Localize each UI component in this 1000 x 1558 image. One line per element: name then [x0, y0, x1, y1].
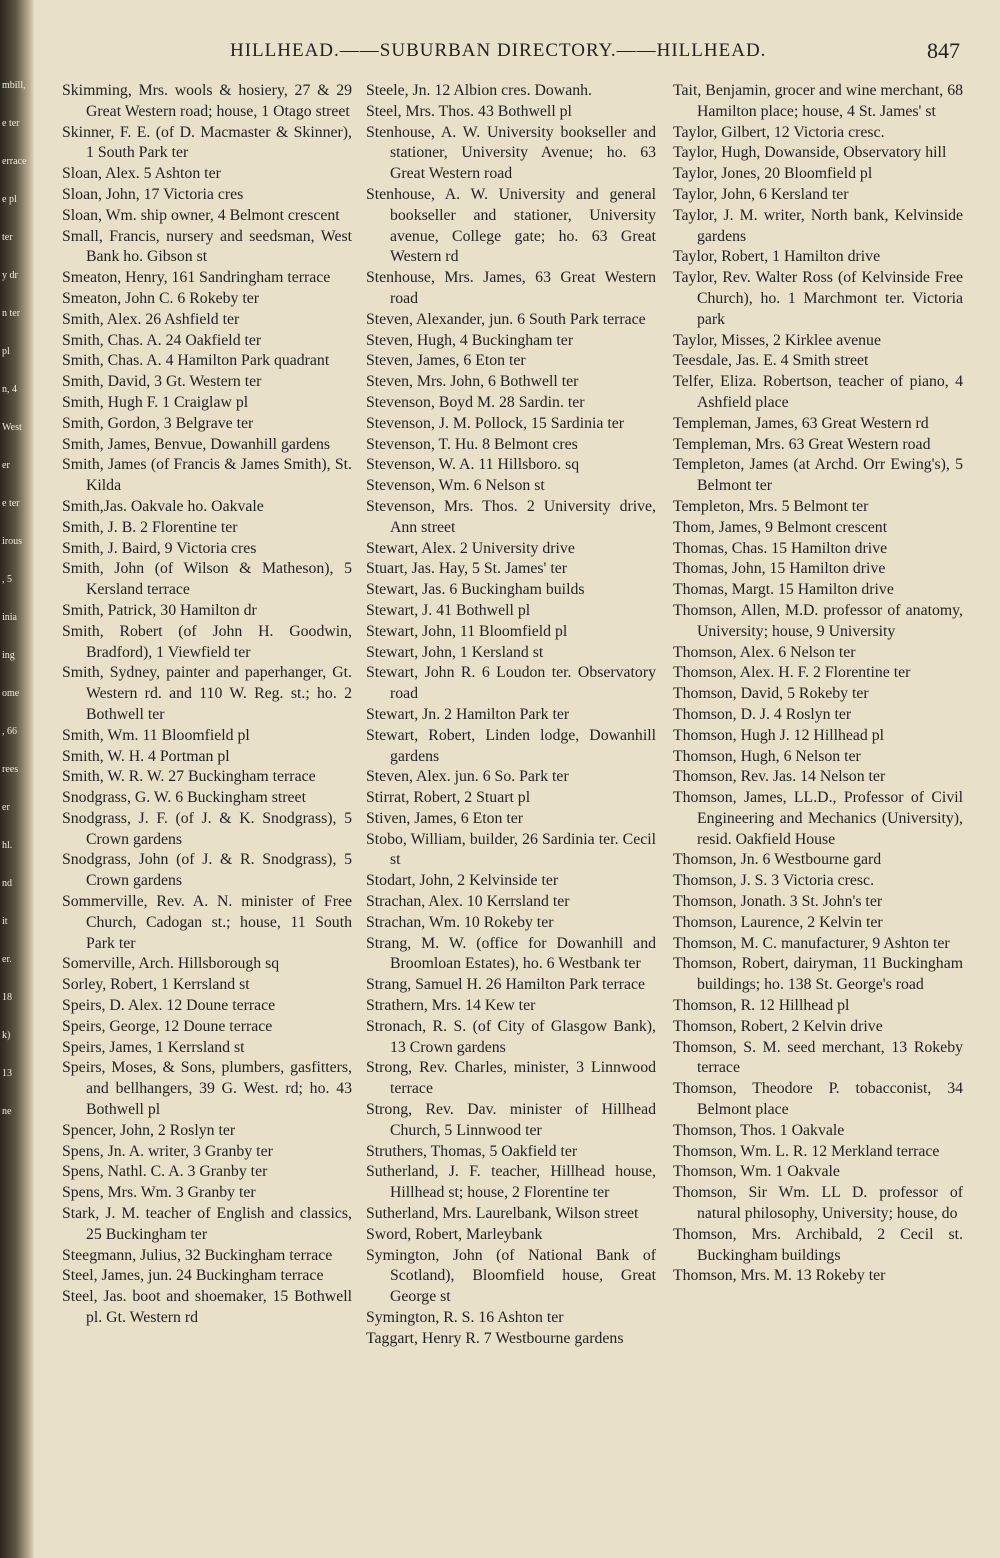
directory-entry: Snodgrass, John (of J. & R. Snodgrass), 5 Crown gardens	[62, 851, 352, 890]
directory-entry: Smith, Patrick, 30 Hamilton dr	[62, 601, 257, 619]
directory-entry: Thomson, Rev. Jas. 14 Nelson ter	[673, 768, 886, 786]
directory-entry: Tait, Benjamin, grocer and wine merchant, 68 Hamilton place; house, 4 St. James' st	[673, 82, 963, 120]
directory-entry: Strachan, Wm. 10 Rokeby ter	[366, 913, 554, 931]
page-header	[230, 38, 970, 68]
directory-entry: Thomson, Robert, 2 Kelvin drive	[673, 1017, 883, 1035]
directory-entry: Taylor, Misses, 2 Kirklee avenue	[673, 331, 881, 349]
directory-entry: Smith, W. H. 4 Portman pl	[62, 747, 230, 765]
adjacent-page-fragment: er.	[2, 954, 12, 965]
directory-entry: Thomas, John, 15 Hamilton drive	[673, 560, 886, 578]
directory-entry: Stewart, Alex. 2 University drive	[366, 539, 575, 557]
directory-entry: Templeton, Mrs. 5 Belmont ter	[673, 497, 869, 515]
directory-entry: Stirrat, Robert, 2 Stuart pl	[366, 789, 531, 807]
directory-entry: Smith, John (of Wilson & Matheson), 5 Kersland terrace	[62, 560, 352, 599]
directory-entry: Sloan, John, 17 Victoria cres	[62, 185, 244, 203]
directory-entry: Smith, Chas. A. 4 Hamilton Park quadrant	[62, 352, 330, 370]
directory-entry: Sloan, Alex. 5 Ashton ter	[62, 165, 221, 183]
directory-entry: Taylor, Robert, 1 Hamilton drive	[673, 248, 881, 266]
directory-entry: Thomson, Hugh, 6 Nelson ter	[673, 747, 861, 765]
directory-entry: Smith, Gordon, 3 Belgrave ter	[62, 414, 254, 432]
directory-entry: Stevenson, W. A. 11 Hillsboro. sq	[366, 456, 580, 474]
directory-entry: Somerville, Arch. Hillsborough sq	[62, 955, 280, 973]
directory-entry: Stodart, John, 2 Kelvinside ter	[366, 872, 559, 890]
directory-entry: Symington, R. S. 16 Ashton ter	[366, 1309, 564, 1327]
directory-entry: Smith, Wm. 11 Bloomfield pl	[62, 726, 250, 744]
adjacent-page-fragment: hl.	[2, 840, 13, 851]
directory-entry: Speirs, D. Alex. 12 Doune terrace	[62, 997, 276, 1015]
adjacent-page-fragment: n ter	[2, 308, 21, 319]
directory-entry: Stewart, Robert, Linden lodge, Dowanhill gardens	[366, 726, 656, 765]
directory-entry: Thomson, Alex. 6 Nelson ter	[673, 643, 856, 661]
adjacent-page-fragment: y dr	[2, 270, 18, 281]
directory-entry: Templeman, Mrs. 63 Great Western road	[673, 435, 931, 453]
directory-entry: Stiven, James, 6 Eton ter	[366, 809, 524, 827]
directory-entry: Taylor, Rev. Walter Ross (of Kelvinside Free Church), ho. 1 Marchmont ter. Victoria park	[673, 269, 963, 328]
directory-entry: Smith, Robert (of John H. Goodwin, Bradford), 1 Viewfield ter	[62, 622, 352, 661]
directory-entry: Sutherland, J. F. teacher, Hillhead house, Hillhead st; house, 2 Florentine ter	[366, 1163, 656, 1202]
directory-entry: Stewart, J. 41 Bothwell pl	[366, 601, 531, 619]
directory-entry: Stronach, R. S. (of City of Glasgow Bank), 13 Crown gardens	[366, 1017, 656, 1056]
adjacent-page-fragment: ome	[2, 688, 20, 699]
directory-entry: Thomson, Allen, M.D. professor of anatomy, University; house, 9 University	[673, 601, 963, 640]
directory-entry: Taylor, Jones, 20 Bloomfield pl	[673, 165, 873, 183]
directory-entry: Spens, Jn. A. writer, 3 Granby ter	[62, 1142, 273, 1160]
adjacent-page-fragment: ing	[2, 650, 15, 661]
directory-entry: Strong, Rev. Charles, minister, 3 Linnwood terrace	[366, 1059, 656, 1098]
directory-entry: Templeman, James, 63 Great Western rd	[673, 414, 929, 432]
adjacent-page-fragment: irous	[2, 536, 22, 547]
directory-entry: Taylor, Gilbert, 12 Victoria cresc.	[673, 123, 885, 141]
adjacent-page-fragment: e ter	[2, 118, 20, 129]
adjacent-page-fragment: ter	[2, 232, 13, 243]
directory-entry: Stobo, William, builder, 26 Sardinia ter. Cecil st	[366, 830, 656, 869]
directory-entry: Stevenson, T. Hu. 8 Belmont cres	[366, 435, 578, 453]
directory-entry: Smith, James, Benvue, Dowanhill gardens	[62, 435, 331, 453]
directory-entry: Smith, James (of Francis & James Smith), St. Kilda	[62, 456, 352, 495]
directory-entry: Smith, David, 3 Gt. Western ter	[62, 373, 262, 391]
directory-entry: Sword, Robert, Marleybank	[366, 1225, 543, 1243]
directory-entry: Strong, Rev. Dav. minister of Hillhead Church, 5 Linnwood ter	[366, 1101, 656, 1139]
adjacent-page-fragment: rees	[2, 764, 19, 775]
directory-entry: Thomas, Margt. 15 Hamilton drive	[673, 581, 894, 599]
directory-entry: Stenhouse, Mrs. James, 63 Great Western road	[366, 269, 656, 307]
directory-column-3	[673, 81, 963, 1541]
directory-entry: Stevenson, J. M. Pollock, 15 Sardinia ter	[366, 414, 624, 432]
directory-entry: Stark, J. M. teacher of English and classics, 25 Buckingham ter	[62, 1205, 352, 1243]
adjacent-page-fragment: er	[2, 802, 10, 813]
directory-entry: Steegmann, Julius, 32 Buckingham terrace	[62, 1246, 333, 1264]
adjacent-page-fragment: n, 4	[2, 384, 17, 395]
directory-entry: Taylor, John, 6 Kersland ter	[673, 185, 849, 203]
directory-entry: Thomson, S. M. seed merchant, 13 Rokeby terrace	[673, 1038, 963, 1077]
directory-entry: Thomson, R. 12 Hillhead pl	[673, 997, 850, 1015]
directory-entry: Thomson, Jonath. 3 St. John's ter	[673, 893, 883, 911]
directory-entry: Sloan, Wm. ship owner, 4 Belmont crescent	[62, 206, 340, 224]
directory-entry: Speirs, James, 1 Kerrsland st	[62, 1038, 245, 1056]
directory-column-2	[366, 81, 656, 1541]
directory-entry: Steel, James, jun. 24 Buckingham terrace	[62, 1267, 324, 1285]
directory-entry: Skinner, F. E. (of D. Macmaster & Skinner), 1 South Park ter	[62, 123, 352, 162]
adjacent-page-fragment: er	[2, 460, 10, 471]
directory-entry: Thomson, M. C. manufacturer, 9 Ashton ter	[673, 934, 950, 952]
directory-entry: Smith,Jas. Oakvale ho. Oakvale	[62, 497, 264, 515]
directory-entry: Teesdale, Jas. E. 4 Smith street	[673, 352, 869, 370]
directory-entry: Thomson, Alex. H. F. 2 Florentine ter	[673, 664, 911, 682]
directory-entry: Taylor, J. M. writer, North bank, Kelvinside gardens	[673, 206, 963, 245]
directory-entry: Steven, Alex. jun. 6 So. Park ter	[366, 768, 569, 786]
directory-entry: Symington, John (of National Bank of Scotland), Bloomfield house, Great George st	[366, 1246, 656, 1306]
directory-entry: Stevenson, Mrs. Thos. 2 University drive, Ann street	[366, 497, 656, 536]
directory-entry: Thomson, Thos. 1 Oakvale	[673, 1121, 845, 1139]
adjacent-page-fragment: West	[2, 422, 22, 433]
directory-entry: Stewart, John R. 6 Loudon ter. Observatory road	[366, 664, 656, 703]
directory-entry: Thomson, J. S. 3 Victoria cresc.	[673, 872, 875, 890]
directory-entry: Spens, Mrs. Wm. 3 Granby ter	[62, 1184, 256, 1202]
adjacent-page-fragment: it	[2, 916, 8, 927]
directory-entry: Strang, Samuel H. 26 Hamilton Park terrace	[366, 976, 646, 994]
directory-entry: Smeaton, John C. 6 Rokeby ter	[62, 289, 260, 307]
directory-entry: Speirs, George, 12 Doune terrace	[62, 1017, 273, 1035]
directory-entry: Thomson, Robert, dairyman, 11 Buckingham buildings; ho. 138 St. George's road	[673, 955, 963, 994]
directory-entry: Thomson, Jn. 6 Westbourne gard	[673, 851, 882, 869]
directory-entry: Sommerville, Rev. A. N. minister of Free Church, Cadogan st.; house, 11 South Park ter	[62, 893, 352, 952]
directory-entry: Stuart, Jas. Hay, 5 St. James' ter	[366, 560, 568, 578]
directory-entry: Strathern, Mrs. 14 Kew ter	[366, 997, 536, 1015]
adjacent-page-fragment: 13	[2, 1068, 12, 1079]
directory-entry: Snodgrass, J. F. (of J. & K. Snodgrass), 5 Crown gardens	[62, 809, 352, 848]
directory-entry: Thomson, David, 5 Rokeby ter	[673, 685, 869, 703]
directory-entry: Stenhouse, A. W. University bookseller and stationer, University Avenue; ho. 63 Great Western road	[366, 123, 656, 183]
directory-entry: Thomson, Sir Wm. LL D. professor of natural philosophy, University; house, do	[673, 1184, 963, 1223]
directory-entry: Taggart, Henry R. 7 Westbourne gardens	[366, 1329, 624, 1347]
directory-entry: Smith, J. Baird, 9 Victoria cres	[62, 539, 257, 557]
directory-entry: Steven, Hugh, 4 Buckingham ter	[366, 331, 574, 349]
directory-entry: Thomson, Theodore P. tobacconist, 34 Belmont place	[673, 1080, 963, 1119]
adjacent-page-fragment: e pl	[2, 194, 17, 205]
adjacent-page-fragment: ne	[2, 1106, 12, 1117]
adjacent-page-fragment: k)	[2, 1030, 11, 1041]
directory-entry: Stewart, Jas. 6 Buckingham builds	[366, 581, 585, 599]
directory-entry: Stevenson, Wm. 6 Nelson st	[366, 477, 545, 495]
adjacent-page-fragment: inia	[2, 612, 17, 623]
directory-entry: Strachan, Alex. 10 Kerrsland ter	[366, 893, 570, 911]
directory-entry: Sorley, Robert, 1 Kerrsland st	[62, 976, 250, 994]
adjacent-page-fragment: , 66	[2, 726, 17, 737]
directory-entry: Stewart, Jn. 2 Hamilton Park ter	[366, 705, 570, 723]
directory-entry: Thomson, Laurence, 2 Kelvin ter	[673, 913, 883, 931]
directory-entry: Thomson, Mrs. Archibald, 2 Cecil st. Buckingham buildings	[673, 1225, 963, 1264]
directory-entry: Stewart, John, 11 Bloomfield pl	[366, 622, 568, 640]
directory-entry: Thomson, Wm. L. R. 12 Merkland terrace	[673, 1142, 940, 1160]
directory-entry: Templeton, James (at Archd. Orr Ewing's), 5 Belmont ter	[673, 456, 963, 495]
directory-entry: Smith, Hugh F. 1 Craiglaw pl	[62, 393, 249, 411]
directory-entry: Smith, Alex. 26 Ashfield ter	[62, 310, 240, 328]
running-head: HILLHEAD.——SUBURBAN DIRECTORY.——HILLHEAD.	[230, 40, 767, 61]
directory-entry: Smith, Sydney, painter and paperhanger, Gt. Western rd. and 110 W. Reg. st.; ho. 2 Bothwell ter	[62, 664, 352, 723]
directory-entry: Struthers, Thomas, 5 Oakfield ter	[366, 1142, 578, 1160]
directory-entry: Thomson, Wm. 1 Oakvale	[673, 1163, 840, 1181]
directory-entry: Stenhouse, A. W. University and general bookseller and stationer, University avenue, College gate; ho. 63 Great Western rd	[366, 185, 656, 266]
directory-entry: Spencer, John, 2 Roslyn ter	[62, 1121, 236, 1139]
page-number: 847	[927, 38, 960, 63]
directory-entry: Thomson, Hugh J. 12 Hillhead pl	[673, 726, 885, 744]
directory-entry: Stewart, John, 1 Kersland st	[366, 643, 544, 661]
directory-entry: Taylor, Hugh, Dowanside, Observatory hill	[673, 144, 947, 162]
directory-entry: Steel, Jas. boot and shoemaker, 15 Bothwell pl. Gt. Western rd	[62, 1288, 352, 1327]
directory-entry: Steven, Mrs. John, 6 Bothwell ter	[366, 373, 579, 391]
directory-entry: Thomas, Chas. 15 Hamilton drive	[673, 539, 888, 557]
adjacent-page-fragment: pl	[2, 346, 10, 357]
directory-entry: Steven, Alexander, jun. 6 South Park terrace	[366, 310, 646, 328]
directory-entry: Thom, James, 9 Belmont crescent	[673, 518, 888, 536]
adjacent-page-fragment: 18	[2, 992, 12, 1003]
directory-entry: Strang, M. W. (office for Dowanhill and Broomloan Estates), ho. 6 Westbank ter	[366, 934, 656, 973]
directory-entry: Skimming, Mrs. wools & hosiery, 27 & 29 Great Western road; house, 1 Otago street	[62, 82, 352, 120]
directory-entry: Sutherland, Mrs. Laurelbank, Wilson street	[366, 1205, 639, 1223]
adjacent-page-fragment: errace	[2, 156, 27, 167]
directory-entry: Thomson, D. J. 4 Roslyn ter	[673, 705, 852, 723]
directory-entry: Smith, J. B. 2 Florentine ter	[62, 518, 238, 536]
directory-entry: Spens, Nathl. C. A. 3 Granby ter	[62, 1163, 268, 1181]
directory-entry: Steele, Jn. 12 Albion cres. Dowanh.	[366, 82, 592, 99]
directory-entry: Stevenson, Boyd M. 28 Sardin. ter	[366, 393, 585, 411]
directory-entry: Steven, James, 6 Eton ter	[366, 352, 526, 370]
adjacent-page-fragment: e ter	[2, 498, 20, 509]
directory-entry: Smeaton, Henry, 161 Sandringham terrace	[62, 269, 331, 287]
directory-column-1	[62, 81, 352, 1541]
directory-entry: Telfer, Eliza. Robertson, teacher of piano, 4 Ashfield place	[673, 373, 963, 411]
directory-entry: Steel, Mrs. Thos. 43 Bothwell pl	[366, 102, 572, 120]
directory-entry: Thomson, James, LL.D., Professor of Civil Engineering and Mechanics (University), resid. Oakfield House	[673, 789, 963, 848]
directory-entry: Small, Francis, nursery and seedsman, West Bank ho. Gibson st	[62, 227, 352, 266]
adjacent-page-fragment: , 5	[2, 574, 12, 585]
adjacent-page-fragments	[0, 80, 34, 1180]
directory-entry: Snodgrass, G. W. 6 Buckingham street	[62, 789, 306, 807]
directory-entry: Thomson, Mrs. M. 13 Rokeby ter	[673, 1267, 886, 1285]
adjacent-page-fragment: nd	[2, 878, 12, 889]
directory-entry: Smith, Chas. A. 24 Oakfield ter	[62, 331, 262, 349]
directory-entry: Smith, W. R. W. 27 Buckingham terrace	[62, 768, 316, 786]
adjacent-page-fragment: mbill,	[2, 80, 26, 91]
directory-entry: Speirs, Moses, & Sons, plumbers, gasfitters, and bellhangers, 39 G. West. rd; ho. 43 Bothwell pl	[62, 1059, 352, 1119]
